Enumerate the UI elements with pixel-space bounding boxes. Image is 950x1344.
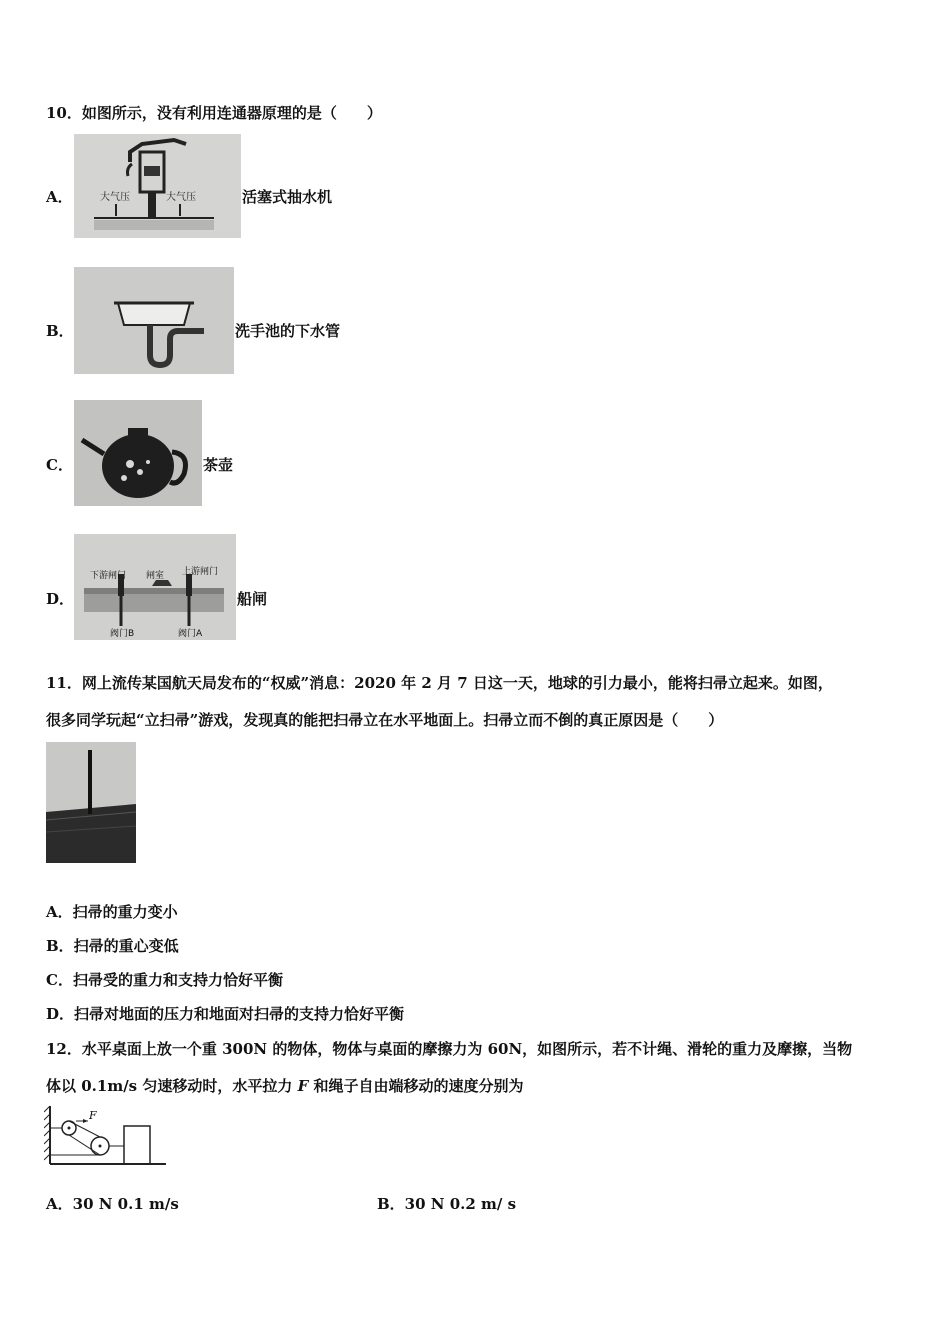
q12-stem-line1: 12．水平桌面上放一个重 300N 的物体，物体与桌面的摩擦力为 60N，如图所示，若不计绳、滑轮的重力及摩擦，当物 [46, 1040, 853, 1058]
teapot-image [74, 400, 202, 506]
lock-label-downstream: 下游闸门 [90, 571, 127, 581]
q12-stem-var-f: F [297, 1077, 309, 1095]
ship-lock-image [74, 534, 236, 640]
q10-option-a-letter: A． [46, 188, 73, 206]
q10-option-b-caption: 洗手池的下水管 [235, 322, 341, 340]
q11-option-d: D．扫帚对地面的压力和地面对扫帚的支持力恰好平衡 [46, 1005, 405, 1023]
q11-stem-line2: 很多同学玩起“立扫帚”游戏，发现真的能把扫帚立在水平地面上。扫帚立而不倒的真正原因是（ ） [46, 711, 724, 729]
q12-stem-line2 [46, 1075, 523, 1096]
sink-drain-image [74, 267, 234, 374]
q11-stem-line1: 11．网上流传某国航天局发布的“权威”消息：2020 年 2 月 7 日这一天，地球的引力最小，能将扫帚立起来。如图， [46, 674, 833, 692]
q12-stem-line2-pre: 体以 0.1m/s 匀速移动时，水平拉力 [46, 1077, 298, 1095]
q10-option-d-letter: D． [46, 590, 75, 608]
q10-option-c-caption: 茶壶 [203, 456, 234, 474]
standing-broom-image [46, 742, 136, 863]
q11-option-c: C．扫帚受的重力和支持力恰好平衡 [46, 971, 283, 989]
lock-label-upstream: 上游闸门 [182, 567, 219, 577]
piston-pump-image [74, 134, 241, 238]
q11-option-b: B．扫帚的重心变低 [46, 937, 179, 955]
force-label-f: F [89, 1109, 97, 1122]
q10-option-a-caption: 活塞式抽水机 [242, 188, 333, 206]
q11-option-a: A．扫帚的重力变小 [46, 903, 178, 921]
q10-option-d-caption: 船闸 [237, 590, 268, 608]
q12-stem-line2-post: 和绳子自由端移动的速度分别为 [308, 1077, 524, 1095]
pressure-label-right: 大气压 [166, 192, 196, 203]
q12-option-b: B．30 N 0.2 m/ s [377, 1195, 517, 1213]
q10-option-b-letter: B． [46, 322, 74, 340]
pulley-diagram [44, 1104, 168, 1168]
lock-label-valve-a: 阀门A [178, 629, 203, 639]
q10-stem: 10．如图所示，没有利用连通器原理的是（ ） [46, 104, 382, 122]
lock-label-valve-b: 阀门B [110, 629, 135, 639]
q12-option-a: A．30 N 0.1 m/s [46, 1195, 179, 1213]
pressure-label-left: 大气压 [100, 192, 130, 203]
lock-label-chamber: 闸室 [146, 571, 165, 581]
q10-option-c-letter: C． [46, 456, 73, 474]
